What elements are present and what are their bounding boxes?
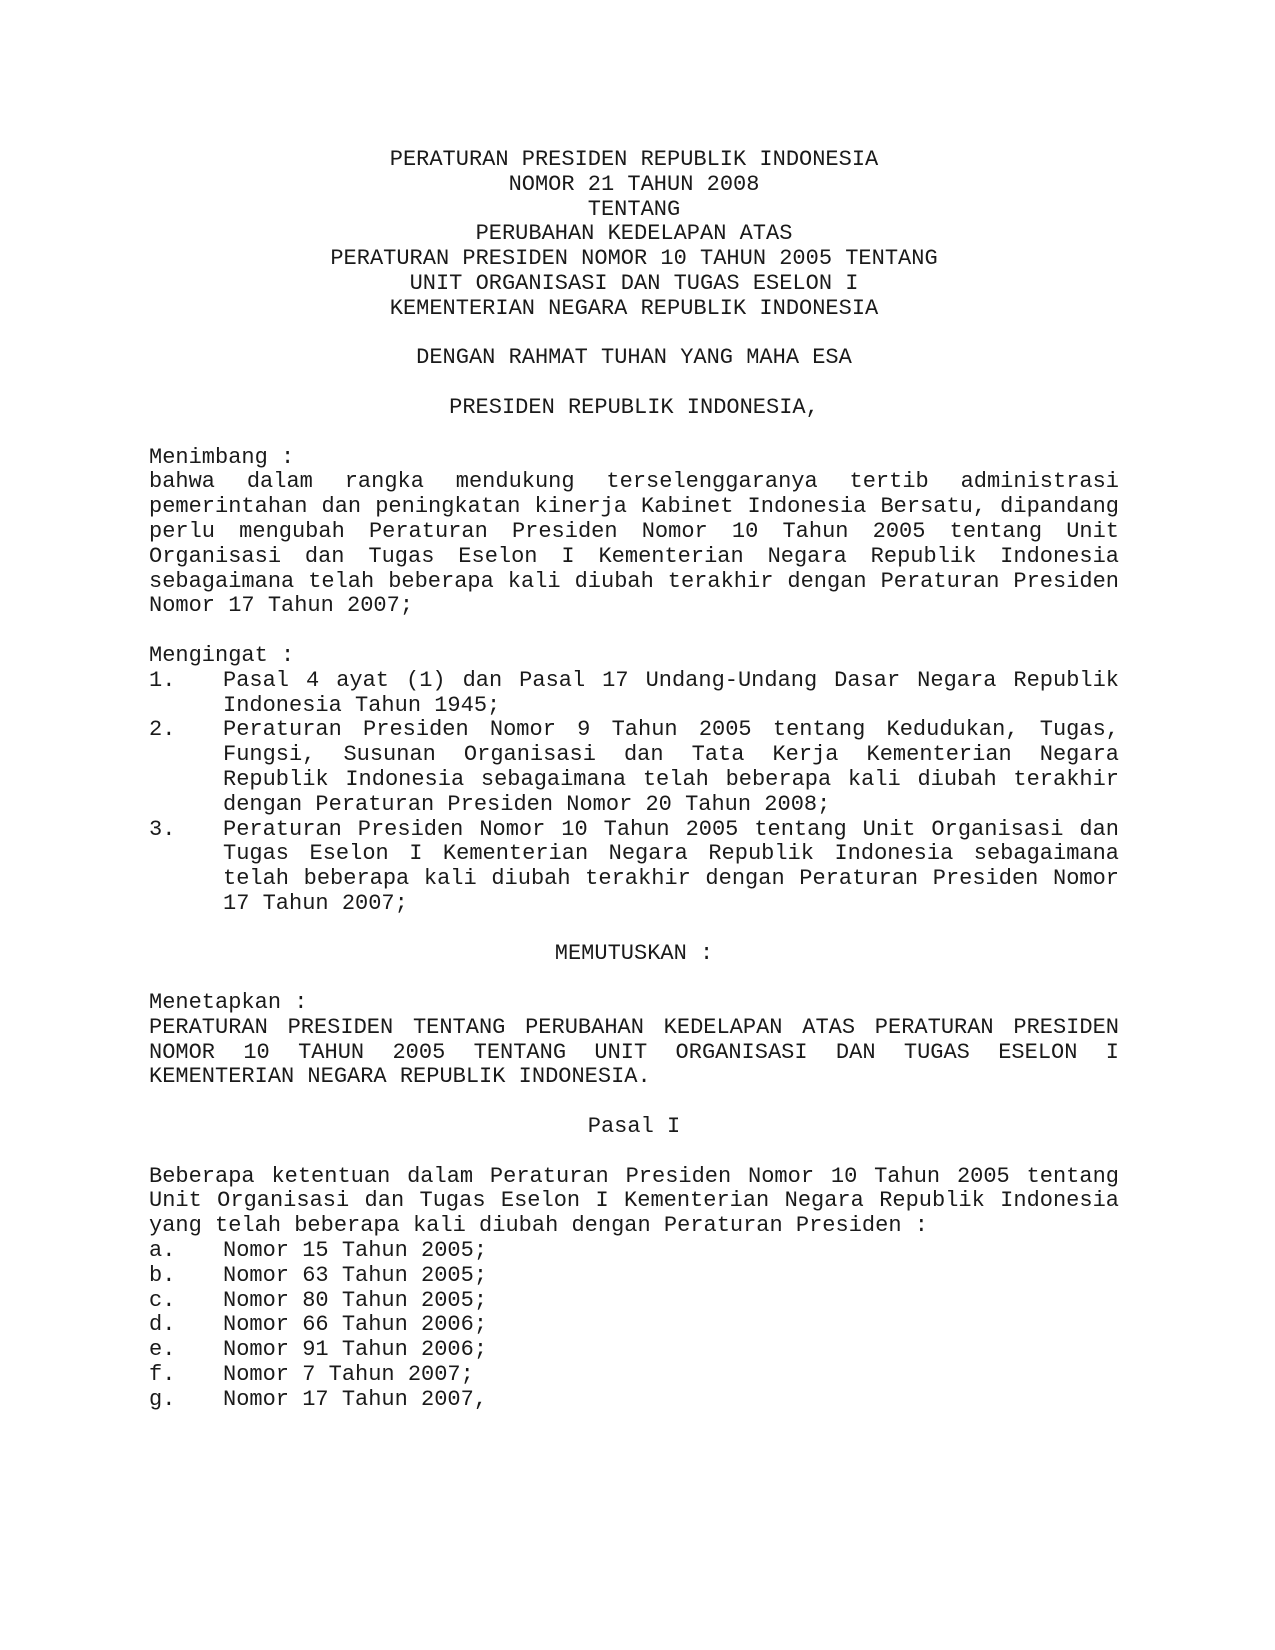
list-item-letter: a. — [149, 1238, 176, 1264]
list-item — [149, 1264, 1119, 1289]
pasal-title: Pasal I — [587, 1114, 681, 1140]
mengingat-list — [149, 669, 1119, 917]
list-item-letter: d. — [149, 1312, 176, 1338]
list-item-text: Nomor 63 Tahun 2005; — [223, 1262, 488, 1288]
list-item-text: Nomor 7 Tahun 2007; — [223, 1362, 474, 1388]
list-item-text: Pasal 4 ayat (1) dan Pasal 17 Undang-Undang Dasar Negara Republik Indonesia Tahun 1945; — [223, 667, 1119, 718]
list-item-text: Nomor 80 Tahun 2005; — [223, 1287, 488, 1313]
list-item-letter: g. — [149, 1386, 176, 1412]
list-item — [149, 818, 1119, 917]
list-item-letter: f. — [149, 1362, 176, 1388]
list-item-number: 3. — [149, 816, 176, 842]
list-item — [149, 718, 1119, 817]
list-item-letter: e. — [149, 1337, 176, 1363]
pasal-list — [149, 1239, 1119, 1413]
list-item — [149, 1388, 1119, 1413]
list-item-text: Nomor 91 Tahun 2006; — [223, 1337, 488, 1363]
menetapkan-label: Menetapkan : — [149, 990, 308, 1016]
title-line-4: PERUBAHAN KEDELAPAN ATAS — [475, 221, 793, 247]
pasal-intro: Beberapa ketentuan dalam Peraturan Presiden Nomor 10 Tahun 2005 tentang Unit Organisasi dan Tugas Eselon I Kementerian Negara Republik Indonesia yang telah beberapa kali diubah dengan Peraturan Presiden : — [149, 1163, 1119, 1239]
list-item — [149, 1338, 1119, 1363]
list-item — [149, 669, 1119, 719]
list-item-letter: c. — [149, 1287, 176, 1313]
list-item — [149, 1363, 1119, 1388]
president-heading: PRESIDEN REPUBLIK INDONESIA, — [449, 394, 819, 420]
list-item — [149, 1289, 1119, 1314]
menetapkan-text: PERATURAN PRESIDEN TENTANG PERUBAHAN KEDELAPAN ATAS PERATURAN PRESIDEN NOMOR 10 TAHUN 2005 TENTANG UNIT ORGANISASI DAN TUGAS ESELON I KEMENTERIAN NEGARA REPUBLIK INDONESIA. — [149, 1014, 1119, 1090]
list-item — [149, 1313, 1119, 1338]
list-item-letter: b. — [149, 1262, 176, 1288]
title-line-2: NOMOR 21 TAHUN 2008 — [508, 171, 760, 197]
memutuskan-heading: MEMUTUSKAN : — [554, 940, 714, 966]
title-line-5: PERATURAN PRESIDEN NOMOR 10 TAHUN 2005 TENTANG — [330, 246, 938, 272]
document-page — [149, 148, 1119, 1413]
list-item-number: 2. — [149, 717, 176, 743]
menimbang-text: bahwa dalam rangka mendukung terselenggaranya tertib administrasi pemerintahan dan peningkatan kinerja Kabinet Indonesia Bersatu, dipandang perlu mengubah Peraturan Presiden Nomor 10 Tahun 2005 tentang Unit Organisasi dan Tugas Eselon I Kementerian Negara Republik Indonesia sebagaimana telah beberapa kali diubah terakhir dengan Peraturan Presiden Nomor 17 Tahun 2007; — [149, 469, 1119, 619]
menimbang-label: Menimbang : — [149, 444, 295, 470]
list-item-text: Nomor 15 Tahun 2005; — [223, 1238, 488, 1264]
mengingat-label: Mengingat : — [149, 642, 295, 668]
list-item-text: Peraturan Presiden Nomor 10 Tahun 2005 tentang Unit Organisasi dan Tugas Eselon I Kementerian Negara Republik Indonesia sebagaimana telah beberapa kali diubah terakhir dengan Peraturan Presiden Nomor 17 Tahun 2007; — [223, 816, 1119, 916]
title-line-6: UNIT ORGANISASI DAN TUGAS ESELON I — [409, 270, 859, 296]
invocation: DENGAN RAHMAT TUHAN YANG MAHA ESA — [416, 345, 852, 371]
list-item-text: Peraturan Presiden Nomor 9 Tahun 2005 tentang Kedudukan, Tugas, Fungsi, Susunan Organisasi dan Tata Kerja Kementerian Negara Republik Indonesia sebagaimana telah beberapa kali diubah terakhir dengan Peraturan Presiden Nomor 20 Tahun 2008; — [223, 717, 1119, 817]
title-line-7: KEMENTERIAN NEGARA REPUBLIK INDONESIA — [389, 295, 879, 321]
list-item-number: 1. — [149, 667, 176, 693]
list-item-text: Nomor 66 Tahun 2006; — [223, 1312, 488, 1338]
title-line-1: PERATURAN PRESIDEN REPUBLIK INDONESIA — [389, 147, 879, 172]
list-item — [149, 1239, 1119, 1264]
document-title-block — [149, 148, 1119, 322]
list-item-text: Nomor 17 Tahun 2007, — [223, 1386, 488, 1412]
title-line-3: TENTANG — [587, 196, 681, 222]
